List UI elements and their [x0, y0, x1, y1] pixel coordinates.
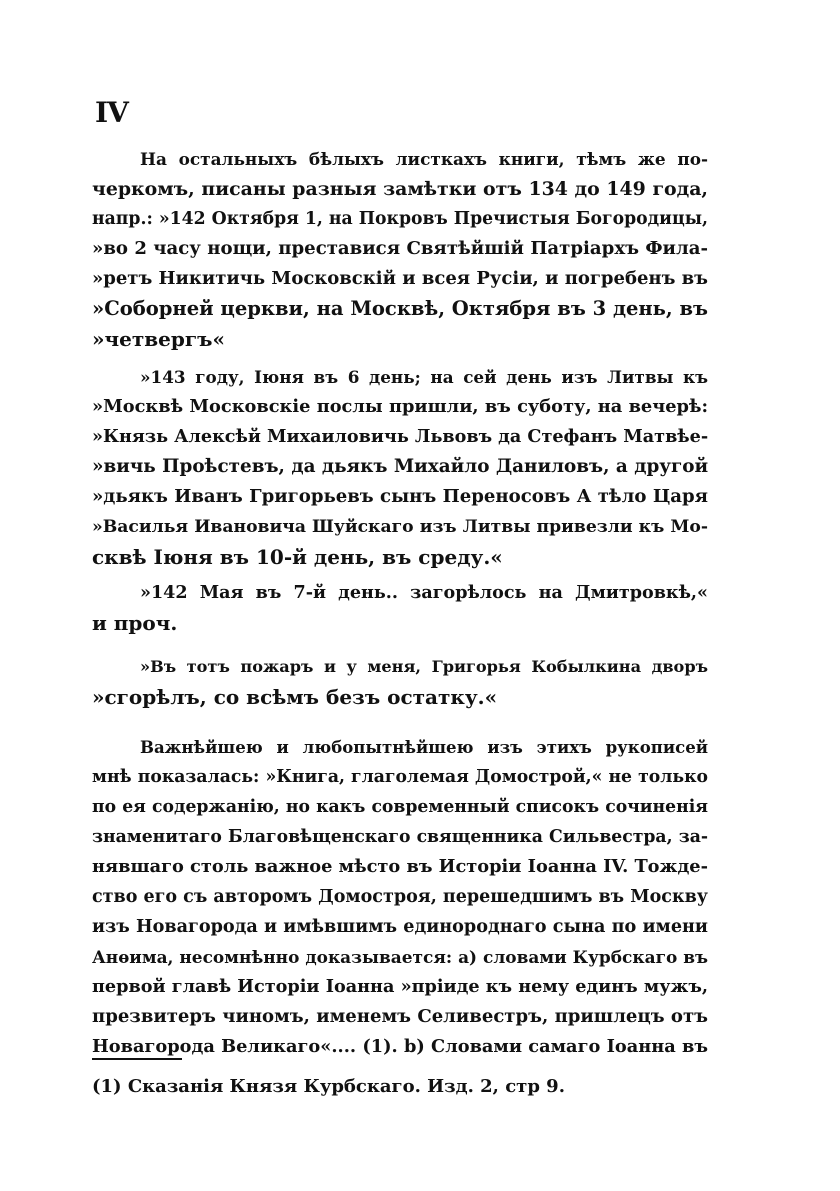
text-line: На остальныхъ бѣлыхъ листкахъ книги, тѣмъ же по-: [140, 149, 708, 169]
text-line: и проч.: [92, 611, 178, 635]
text-line: »ретъ Никитичь Московскій и всея Русіи, и погребенъ въ: [92, 268, 708, 289]
text-line: первой главѣ Исторіи Іоанна »пріиде къ нему единъ мужъ,: [92, 976, 708, 997]
text-line: ство его съ авторомъ Домостроя, перешедшимъ въ Москву: [92, 887, 708, 907]
text-line: »Москвѣ Московскіе послы пришли, въ суботу, на вечерѣ:: [92, 396, 708, 417]
text-line: напр.: »142 Октября 1, на Покровъ Пречистыя Богородицы,: [92, 209, 708, 229]
text-line: »Князь Алексѣй Михаиловичь Львовъ да Стефанъ Матвѣе-: [92, 426, 708, 447]
text-line: »дьякъ Иванъ Григорьевъ сынъ Переносовъ А тѣло Царя: [92, 486, 708, 507]
paragraph-notes: [92, 144, 708, 354]
page-number: IV: [95, 96, 128, 129]
text-line: »вичь Проѣстевъ, да дьякъ Михайло Даниловъ, а другой: [92, 456, 708, 477]
footnote: (1) Сказанія Князя Курбскаго. Изд. 2, стр 9.: [92, 1076, 565, 1097]
text-line: »четвергъ«: [92, 327, 225, 351]
text-line: сквѣ Іюня въ 10-й день, въ среду.«: [92, 545, 503, 569]
text-line: »Соборней церкви, на Москвѣ, Октября въ 3 день, въ: [92, 297, 708, 320]
text-line: черкомъ, писаны разныя замѣтки отъ 134 до 149 года,: [92, 178, 708, 200]
text-line: Новагорода Великаго«.... (1). b) Словами самаго Іоанна въ: [92, 1036, 708, 1057]
text-line: мнѣ показалась: »Книга, глаголемая Домострой,« не только: [92, 767, 708, 787]
paragraph-domostroy: [92, 732, 708, 1062]
paragraph-quote-143: [92, 362, 708, 572]
text-line: нявшаго столь важное мѣсто въ Исторіи Іоанна IV. Тожде-: [92, 856, 708, 877]
footnote-divider: [92, 1058, 182, 1060]
text-line: »во 2 часу нощи, преставися Святѣйшій Патріархъ Фила-: [92, 238, 708, 259]
text-line: »сгорѣлъ, со всѣмъ безъ остатку.«: [92, 685, 498, 709]
paragraph-quote-142: [92, 578, 708, 638]
text-line: знаменитаго Благовѣщенскаго священника Сильвестра, за-: [92, 827, 708, 847]
text-line: Важнѣйшею и любопытнѣйшею изъ этихъ рукописей: [140, 737, 708, 757]
text-line: »143 году, Іюня въ 6 день; на сей день изъ Литвы къ: [140, 367, 708, 387]
text-line: »Василья Ивановича Шуйскаго изъ Литвы привезли къ Мо-: [92, 517, 708, 537]
text-line: »142 Мая въ 7-й день.. загорѣлось на Дмитровкѣ,«: [140, 583, 708, 603]
text-line: Анѳима, несомнѣнно доказывается: а) словами Курбскаго въ: [92, 947, 708, 967]
paragraph-quote-fire: [92, 652, 708, 712]
text-line: презвитеръ чиномъ, именемъ Селивестръ, пришлецъ отъ: [92, 1006, 708, 1027]
text-line: »Въ тотъ пожаръ и у меня, Григорья Кобылкина дворъ: [140, 657, 708, 676]
text-line: по ея содержанію, но какъ современный списокъ сочиненія: [92, 797, 708, 817]
text-line: изъ Новагорода и имѣвшимъ единороднаго сына по имени: [92, 916, 708, 937]
